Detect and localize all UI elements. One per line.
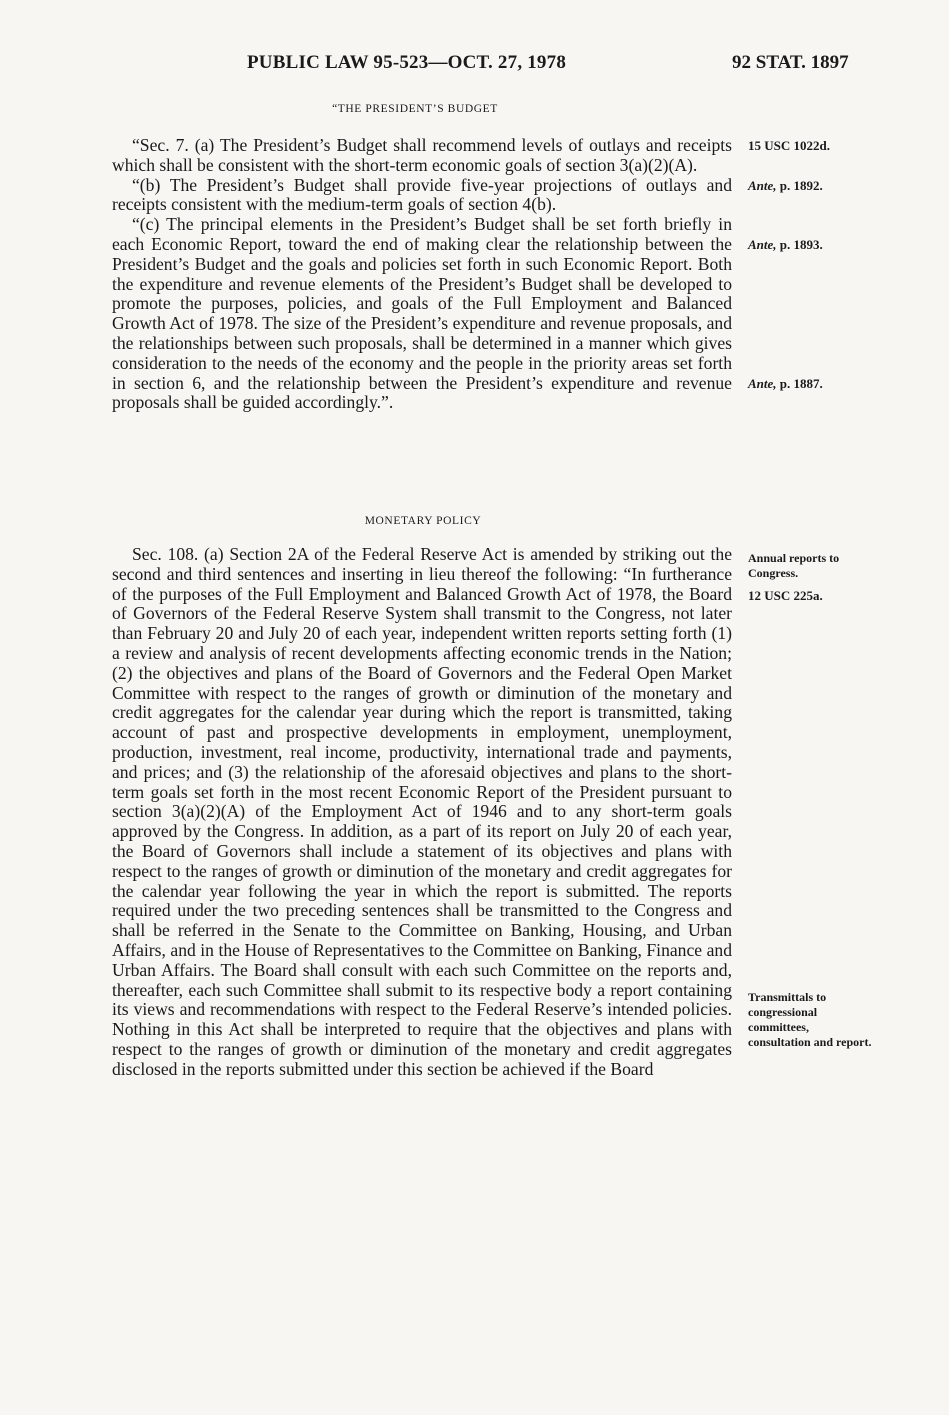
paragraph-sec7-b: “(b) The President’s Budget shall provide five-year projections of outlays and receipts consistent with the medium-term goals of section 4(b). <box>112 174 732 215</box>
section-heading-presidents-budget: “THE PRESIDENT’S BUDGET <box>332 103 498 115</box>
margin-note-ante-1887: Ante, p. 1887. <box>748 376 823 391</box>
margin-note-12-usc-225a: 12 USC 225a. <box>748 588 823 603</box>
paragraph-sec108: Sec. 108. (a) Section 2A of the Federal Reserve Act is amended by striking out the second and third sentences and inserting in lieu thereof the following: “In furtherance of the purposes of the Full Employment and Balanced Growth Act of 1978, the Board of Governors of the Federal Reserve System shall transmit to the Congress, not later than February 20 and July 20 of each year, independent written reports setting forth (1) a review and analysis of recent developments affecting economic trends in the Nation; (2) the objectives and plans of the Board of Governors and the Federal Open Market Committee with respect to the ranges of growth or diminution of the monetary and credit aggregates for the calendar year during which the report is transmitted, taking account of past and prospective developments in employment, unemployment, production, investment, real income, productivity, international trade and payments, and prices; and (3) the relationship of the aforesaid objectives and plans to the short-term goals set forth in the most recent Economic Report of the President pursuant to section 3(a)(2)(A) of the Employment Act of 1946 and to any short-term goals approved by the Congress. In addition, as a part of its report on July 20 of each year, the Board of Governors shall include a statement of its objectives and plans with respect to the ranges of growth or diminution of the monetary and credit aggregates for the calendar year following the year in which the report is submitted. The reports required under the two preceding sentences shall be transmitted to the Congress and shall be referred in the Senate to the Committee on Banking, Housing, and Urban Affairs, and in the House of Representatives to the Committee on Banking, Finance and Urban Affairs. The Board shall consult with each such Committee on the reports and, thereafter, each such Committee shall submit to its respective body a report containing its views and recommendations with respect to the Federal Reserve’s intended policies. Nothing in this Act shall be interpreted to require that the objectives and plans with respect to the ranges of growth or diminution of the monetary and credit aggregates disclosed in the reports submitted under this section be achieved if the Board <box>112 544 732 1079</box>
margin-note-ante-1892: Ante, p. 1892. <box>748 178 823 193</box>
margin-note-15-usc-1022d: 15 USC 1022d. <box>748 138 830 153</box>
section-body-monetary-policy <box>112 545 732 1080</box>
margin-note-ante-1893: Ante, p. 1893. <box>748 237 823 252</box>
section-body-presidents-budget <box>112 136 732 413</box>
page-header-law: PUBLIC LAW 95-523—OCT. 27, 1978 <box>247 52 567 73</box>
section-heading-monetary-policy: MONETARY POLICY <box>364 515 482 527</box>
paragraph-sec7-a: “Sec. 7. (a) The President’s Budget shall recommend levels of outlays and receipts which shall be consistent with the short-term economic goals of section 3(a)(2)(A). <box>112 135 732 175</box>
margin-note-transmittals: Transmittals to congressional committees, consultation and report. <box>748 990 872 1049</box>
paragraph-sec7-c: “(c) The principal elements in the President’s Budget shall be set forth briefly in each Economic Report, toward the end of making clear the relationship between the President’s Budget and the goals and policies set forth in such Economic Report. Both the expenditure and revenue elements of the President’s Budget shall be developed to promote the purposes, policies, and goals of the Full Employment and Balanced Growth Act of 1978. The size of the President’s expenditure and revenue proposals, and the relationships between such proposals, shall be determined in a manner which gives consideration to the needs of the economy and the people in the priority areas set forth in section 6, and the relationship between the President’s expenditure and revenue proposals shall be guided accordingly.”. <box>112 214 732 413</box>
margin-note-annual-reports: Annual reports to Congress. <box>748 551 840 580</box>
page-header-stat: 92 STAT. 1897 <box>732 52 849 73</box>
